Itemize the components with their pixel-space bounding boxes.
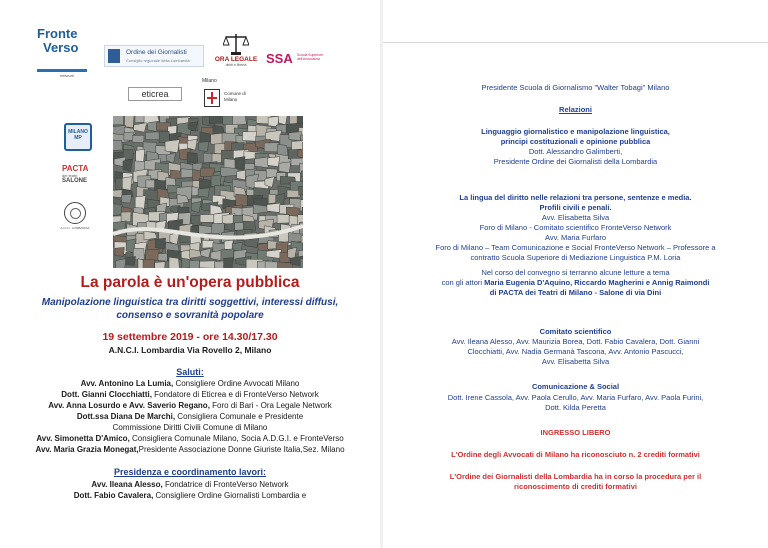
roof-tile (298, 149, 303, 158)
ssa-logo (266, 51, 336, 71)
roof-tile (300, 258, 303, 268)
ssa-logo-small: Scuola Superiore dell'Avvocatura (297, 53, 324, 61)
roof-tile (190, 249, 202, 258)
roof-tile (221, 167, 239, 177)
crediti-giornalisti-line: riconoscimento di crediti formativi (514, 482, 637, 491)
event-location: A.N.C.I. Lombardia Via Rovello 2, Milano (108, 345, 272, 355)
roof-tile (199, 142, 209, 152)
roof-tile (135, 196, 145, 210)
roof-tile (201, 248, 211, 258)
roof-tile (126, 256, 136, 265)
comitato-line: Avv. Elisabetta Silva (541, 357, 610, 366)
oralegale-logo (212, 32, 260, 72)
saluti-heading: Saluti: (176, 367, 204, 377)
fronteverso-logo-line1: Fronte (37, 26, 78, 41)
relazione-1-line: Dott. Alessandro Galimberti, (528, 147, 623, 156)
oralegale-logo-sub: diritti e libertà (225, 63, 247, 67)
roof-tile (113, 116, 124, 125)
pacta-logo (62, 164, 98, 192)
roof-tile (289, 132, 302, 141)
roof-tile (279, 162, 291, 173)
presidenza-list (0, 479, 380, 501)
roof-tile (224, 240, 233, 250)
roof-tile (155, 262, 165, 268)
letture-block (383, 268, 768, 298)
relazioni-heading: Relazioni (559, 105, 592, 114)
relazione-2 (383, 193, 768, 263)
relazione-2-line: Profili civili e penali. (539, 203, 612, 212)
rooftops-mosaic (113, 116, 303, 268)
scales-icon (223, 32, 249, 56)
roof-tile (122, 194, 132, 203)
roof-tile (266, 249, 281, 258)
rooftops-image (113, 116, 303, 268)
letture-line: con gli attori Maria Eugenia D'Aquino, Riccardo Magherini e Annig Raimondi (441, 278, 710, 287)
saluti-item: Avv. Anna Losurdo e Avv. Saverio Regano, Foro di Bari - Ora Legale Network (48, 401, 332, 410)
saluti-item: Avv. Simonetta D'Amico, Consigliera Comunale Milano, Socia A.D.G.I. e FronteVerso (36, 434, 344, 443)
milano-logo-text: Comune di Milano (224, 91, 246, 102)
president-line: Presidente Scuola di Giornalismo "Walter Tobagi" Milano (481, 83, 670, 92)
ssa-logo-big: SSA (266, 51, 293, 66)
comune-milano-logo (202, 78, 252, 110)
comunicazione-list (383, 393, 768, 413)
roof-tile (125, 116, 135, 128)
comunicazione-heading: Comunicazione & Social (531, 382, 620, 391)
comitato-line: Avv. Ileana Alesso, Avv. Maurizia Borea, Dott. Fabio Cavalera, Dott. Gianni (451, 337, 700, 346)
relazione-1-line: Presidente Ordine dei Giornalisti della Lombardia (493, 157, 658, 166)
roof-tile (187, 139, 197, 150)
letture-line: Nel corso del convegno si terranno alcune letture a tema (481, 268, 670, 277)
presidenza-heading: Presidenza e coordinamento lavori: (113, 467, 267, 477)
comitato-heading: Comitato scientifico (539, 327, 612, 336)
fronteverso-logo (37, 26, 87, 78)
roof-tile (277, 214, 289, 223)
letture-line: di PACTA dei Teatri di Milano - Salone di via Dini (489, 288, 662, 297)
relazione-1-line: Linguaggio giornalistico e manipolazione linguistica, (481, 127, 670, 136)
eticrea-logo: eticrea (128, 87, 182, 101)
roof-tile (155, 238, 165, 249)
comunicazione-line: Dott. Irene Cassola, Avv. Paola Cerullo, Avv. Maria Furfaro, Avv. Paola Furini, (447, 393, 704, 402)
relazione-2-line: contratto Scuola Superiore di Mediazione Linguistica P.M. Loria (470, 253, 681, 262)
relazione-2-line: Foro di Milano - Comitato scientifico FronteVerso Network (479, 223, 672, 232)
roof-tile (191, 201, 201, 212)
roof-tile (243, 131, 257, 141)
roof-tile (143, 260, 154, 268)
comitato-line: Clocchiatti, Avv. Nadia Germanà Tascona, Avv. Antonio Pascucci, (467, 347, 684, 356)
crediti-avvocati: L'Ordine degli Avvocati di Milano ha riconosciuto n. 2 crediti formativi (451, 450, 700, 459)
roof-tile (209, 116, 223, 124)
saluti-item: Dott. Gianni Clocchiatti, Fondatore di Eticrea e di FronteVerso Network (61, 390, 319, 399)
roof-tile (299, 186, 303, 195)
roof-tile (169, 257, 180, 268)
roof-tile (123, 159, 133, 172)
roof-tile (165, 140, 179, 153)
roof-tile (267, 203, 281, 212)
odg-mark-icon (108, 49, 120, 63)
presidenza-item: Dott. Fabio Cavalera, Consigliere Ordine Giornalisti Lombardia e (73, 491, 307, 500)
milano-logo-top: Milano (202, 78, 217, 84)
roof-tile (122, 177, 132, 191)
event-subtitle-line1: Manipolazione linguistica tra diritti soggettivi, interessi diffusi, (41, 297, 339, 308)
roof-tile (224, 258, 233, 268)
odg-logo (104, 45, 204, 67)
anci-seal-icon (64, 202, 86, 224)
roof-tile (116, 259, 127, 268)
roof-tile (198, 188, 209, 197)
roof-tile (132, 135, 144, 142)
roof-tile (187, 152, 198, 163)
event-date: 19 settembre 2019 - ore 14.30/17.30 (102, 331, 278, 343)
roof-tile (235, 157, 245, 170)
saluti-item: Commissione Diritti Civili Comune di Milano (112, 423, 268, 432)
milano-shield-icon (204, 89, 220, 107)
roof-tile (287, 190, 300, 198)
relazione-2-line: La lingua del diritto nelle relazioni tra persone, sentenze e media. (459, 193, 692, 202)
roof-tile (200, 214, 215, 222)
saluti-item: Dott.ssa Diana De Marchi, Consigliera Comunale e Presidente (76, 412, 304, 421)
roof-tile (144, 231, 157, 240)
anci-seal-caption: A.N.C.I. LOMBARDIA (60, 226, 90, 230)
roof-tile (266, 169, 277, 178)
saluti-item: Avv. Maria Grazia Monegat,Presidente Associazione Donne Giuriste Italia,Sez. Milano (35, 445, 345, 454)
crediti-giornalisti-line: L'Ordine dei Giornalisti della Lombardia ha in corso la procedura per il (449, 472, 702, 481)
ingresso-libero: INGRESSO LIBERO (540, 428, 611, 437)
presidenza-item: Avv. Ileana Alesso, Fondatrice di FronteVerso Network (91, 480, 289, 489)
odg-logo-sub: Consiglio regionale della Lombardia (126, 58, 190, 63)
roof-tile (113, 140, 122, 151)
roof-tile (115, 247, 124, 256)
roof-tile (189, 260, 199, 268)
roof-tile (297, 116, 303, 124)
relazione-2-line: Avv. Maria Furfaro (545, 233, 606, 242)
comitato-list (383, 337, 768, 367)
pacta-logo-sub: dei teatri (62, 173, 78, 178)
comunicazione-line: Dott. Kilda Peretta (545, 403, 606, 412)
saluti-list (0, 378, 380, 455)
event-title: La parola è un'opera pubblica (80, 274, 300, 291)
fronteverso-logo-sub: network (60, 73, 75, 78)
roof-tile (134, 123, 147, 132)
roof-tile (214, 261, 224, 268)
roof-tile (302, 207, 303, 215)
roof-tile (202, 240, 214, 248)
fronteverso-logo-line2: Verso (43, 40, 79, 55)
roof-tile (201, 168, 215, 177)
saluti-item: Avv. Antonino La Lumia, Consigliere Ordine Avvocati Milano (80, 379, 300, 388)
roof-tile (233, 116, 247, 125)
roof-tile (121, 212, 131, 222)
odg-logo-title: Ordine dei Giornalisti (126, 49, 187, 56)
roof-tile (268, 157, 280, 167)
roof-tile (279, 116, 288, 125)
oralegale-logo-title: ORA LEGALE (214, 56, 258, 63)
event-subtitle-line2: consenso e sovranità popolare (116, 310, 264, 321)
roof-tile (265, 262, 279, 268)
relazione-1 (383, 127, 768, 167)
relazione-1-line: principi costituzionali e opinione pubblica (500, 137, 651, 146)
relazione-2-line: Foro di Milano – Team Comunicazione e Social FronteVerso Network – Professore a (435, 243, 716, 252)
pacta-logo-salone: SALONE (62, 178, 88, 184)
crediti-giornalisti (383, 472, 768, 492)
roof-tile (145, 249, 159, 261)
roof-tile (264, 143, 279, 152)
pacta-logo-title: PACTA (62, 164, 89, 173)
roof-tile (200, 261, 217, 268)
milano-mp-logo: MILANO MP (64, 123, 92, 151)
relazione-2-line: Avv. Elisabetta Silva (541, 213, 610, 222)
